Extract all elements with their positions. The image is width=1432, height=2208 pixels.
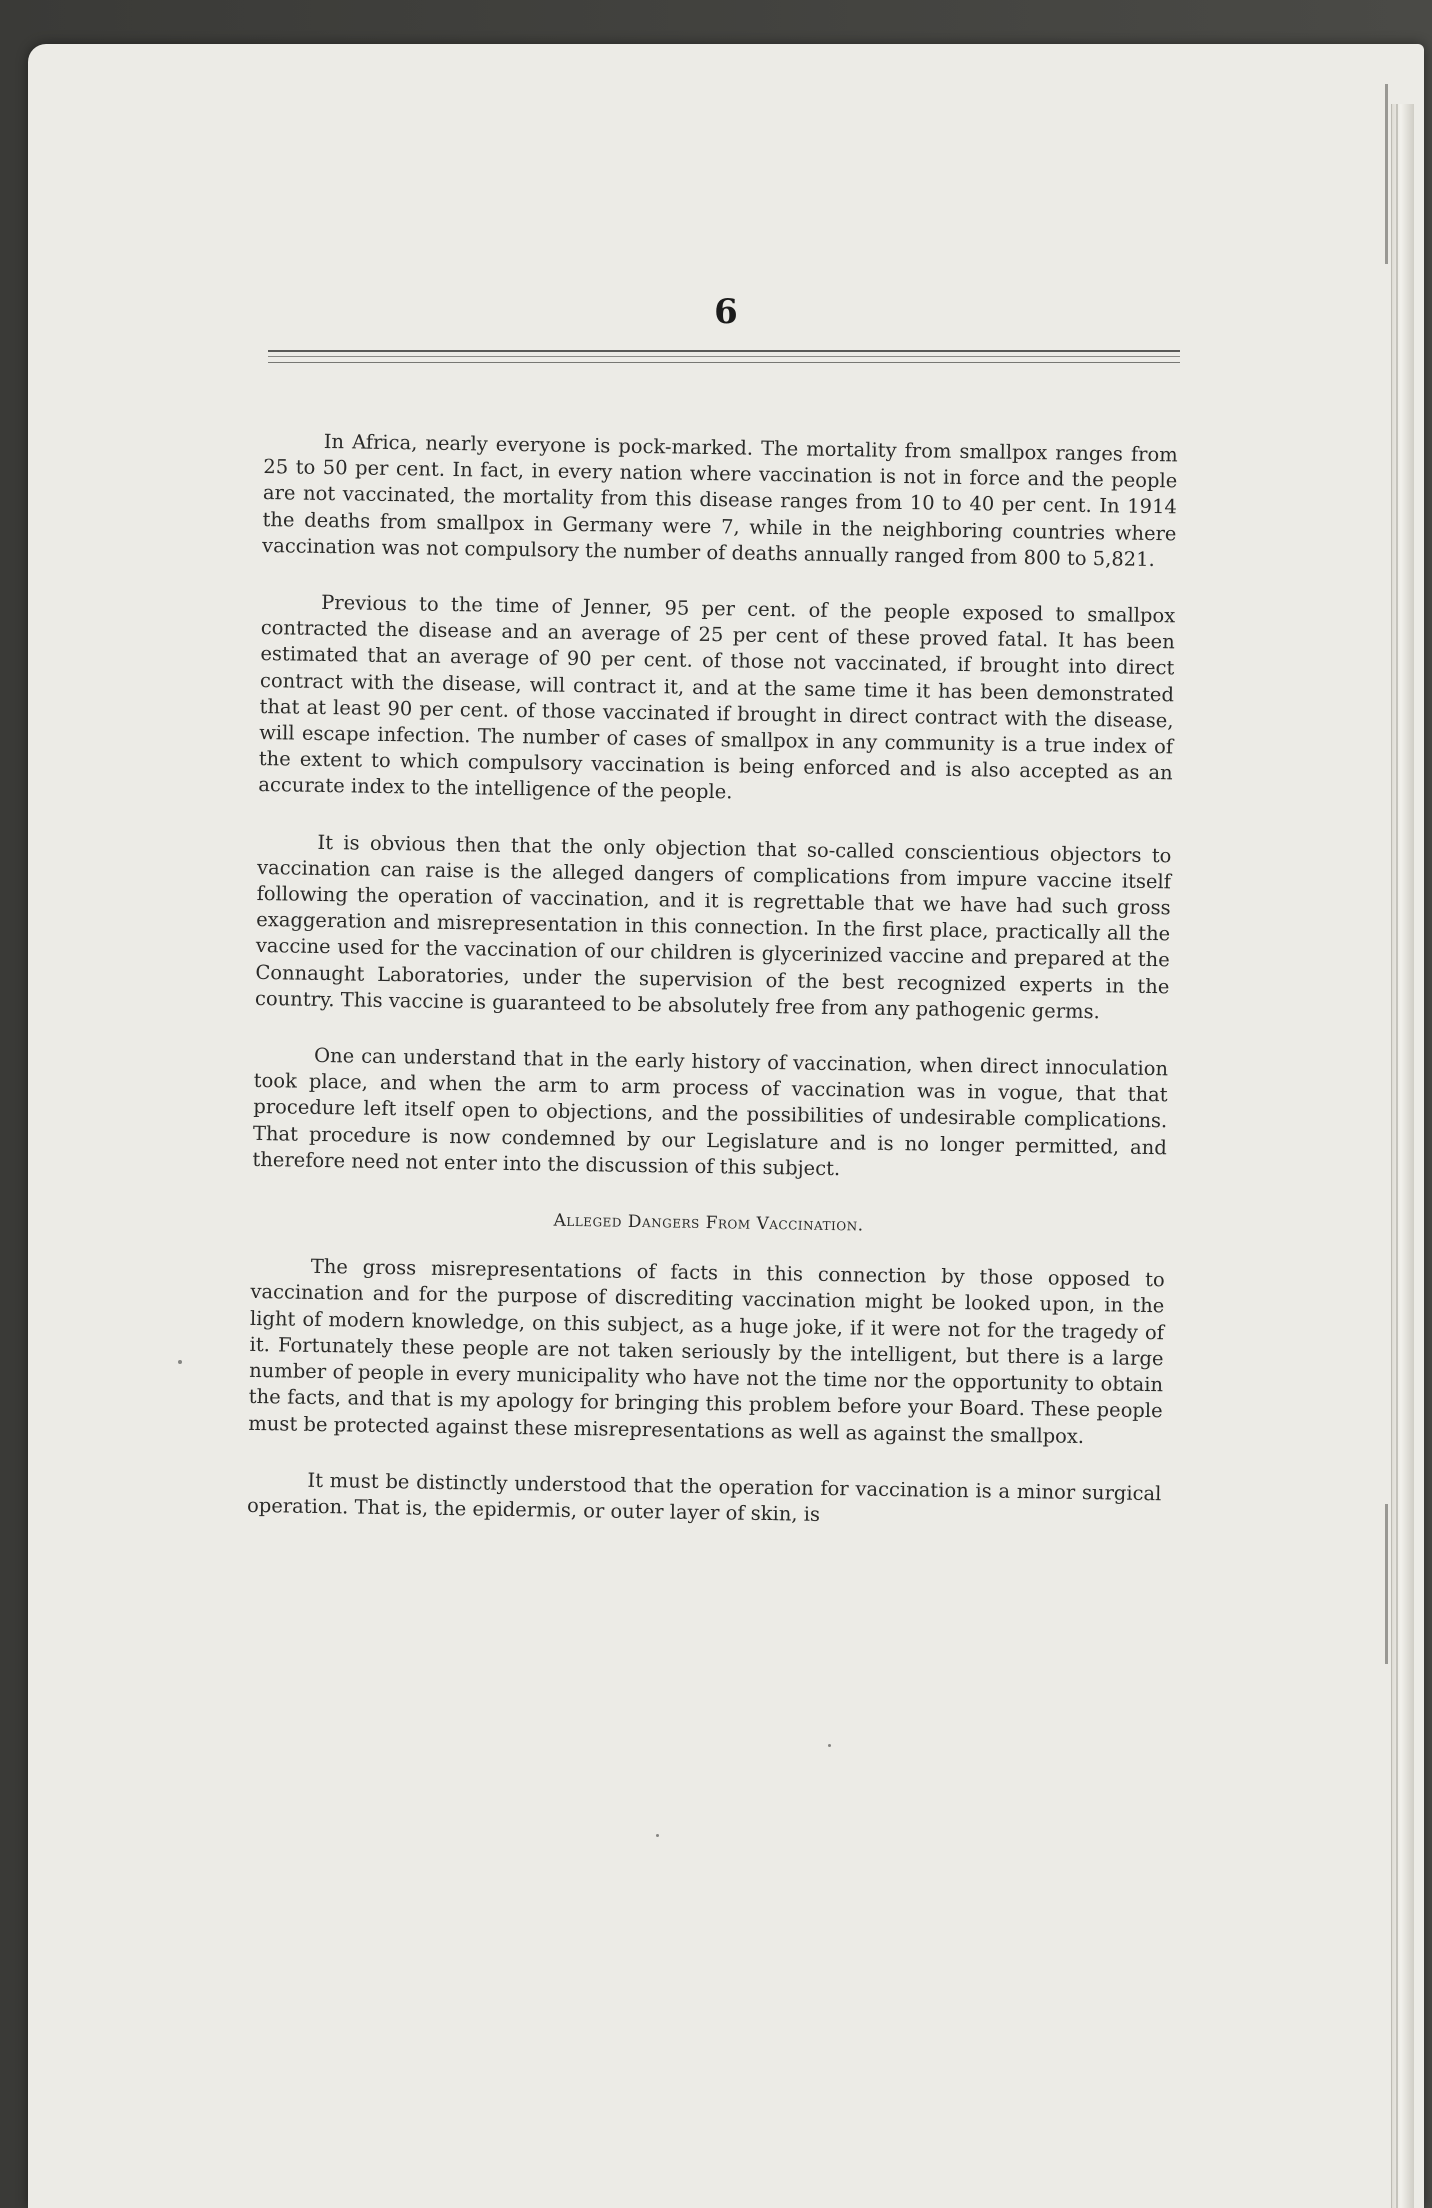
page-edge xyxy=(1391,104,1414,2208)
page-number: 6 xyxy=(714,292,738,332)
paragraph: One can understand that in the early history of vaccination, when direct innoculation took place, and when the arm to arm process of vaccination was in vogue, that that procedure left itself open to objections, and the possibilities of undesirable complications. That procedure is now condemned by our Legislature and is no longer permitted, and therefore need not enter into the discussion of this subject. xyxy=(252,1043,1169,1181)
document-page xyxy=(28,44,1424,2208)
paragraph: Previous to the time of Jenner, 95 per cent. of the people exposed to smallpox contracted the disease and an average of 25 per cent of these proved fatal. It has been estimated that an average of 90 per cent. of those not vaccinated, if brought into direct contract with the disease, will contract it, and at the same time it has been demonstrated that at least 90 per cent. of those vaccinated if brought in direct contract with the disease, will escape infection. The number of cases of smallpox in any community is a true index of the extent to which compulsory vaccination is being enforced and is also accepted as an accurate index to the intelligence of the people. xyxy=(258,590,1176,804)
paragraph: It is obvious then that the only objection that so-called conscientious objectors to vaccination can raise is the alleged dangers of complications from impure vaccine itself following the operation of vaccination, and it is regrettable that we have had such gross exaggeration and misrepresentation in this connection. In the first place, practically all the vaccine used for the vaccination of our children is glycerinized vaccine and prepared at the Connaught Laboratories, under the supervision of the best recognized experts in the country. This vaccine is guaranteed to be absolutely free from any pathogenic germs. xyxy=(254,830,1172,1024)
section-heading: Alleged Dangers From Vaccination. xyxy=(553,1210,864,1236)
paper-speck xyxy=(656,1834,659,1837)
binding-mark xyxy=(1385,1504,1388,1664)
paragraph: The gross misrepresentations of facts in this connection by those opposed to vaccination and for the purpose of discrediting vaccination might be looked upon, in the light of modern knowledge, on this subject, as a huge joke, if it were not for the tragedy of it. Fortunately these people are not taken seriously by the intelligent, but there is a large number of people in every municipality who have not the time nor the opportunity to obtain the facts, and that is my apology for bringing this problem before your Board. These people must be protected against these misrepresentations as well as against the smallpox. xyxy=(248,1255,1165,1448)
header-rule-bottom xyxy=(268,362,1180,363)
paper-speck xyxy=(828,1744,831,1747)
body-text xyxy=(246,428,1177,1563)
paragraph: In Africa, nearly everyone is pock-marked. The mortality from smallpox ranges from 25 to 50 per cent. In fact, in every nation where vaccination is not in force and the people are not vaccinated, the mortality from this disease ranges from 10 to 40 per cent. In 1914 the deaths from smallpox in Germany were 7, while in the neighboring countries where vaccination was not compulsory the number of deaths annually ranged from 800 to 5,821. xyxy=(261,429,1178,571)
header-rule-top xyxy=(268,350,1180,352)
paragraph: It must be distinctly understood that the operation for vaccination is a minor surgical operation. That is, the epidermis, or outer layer of skin, is xyxy=(246,1468,1162,1526)
header-rule-middle xyxy=(268,356,1180,357)
binding-mark xyxy=(1385,84,1388,264)
paper-speck xyxy=(178,1360,182,1364)
